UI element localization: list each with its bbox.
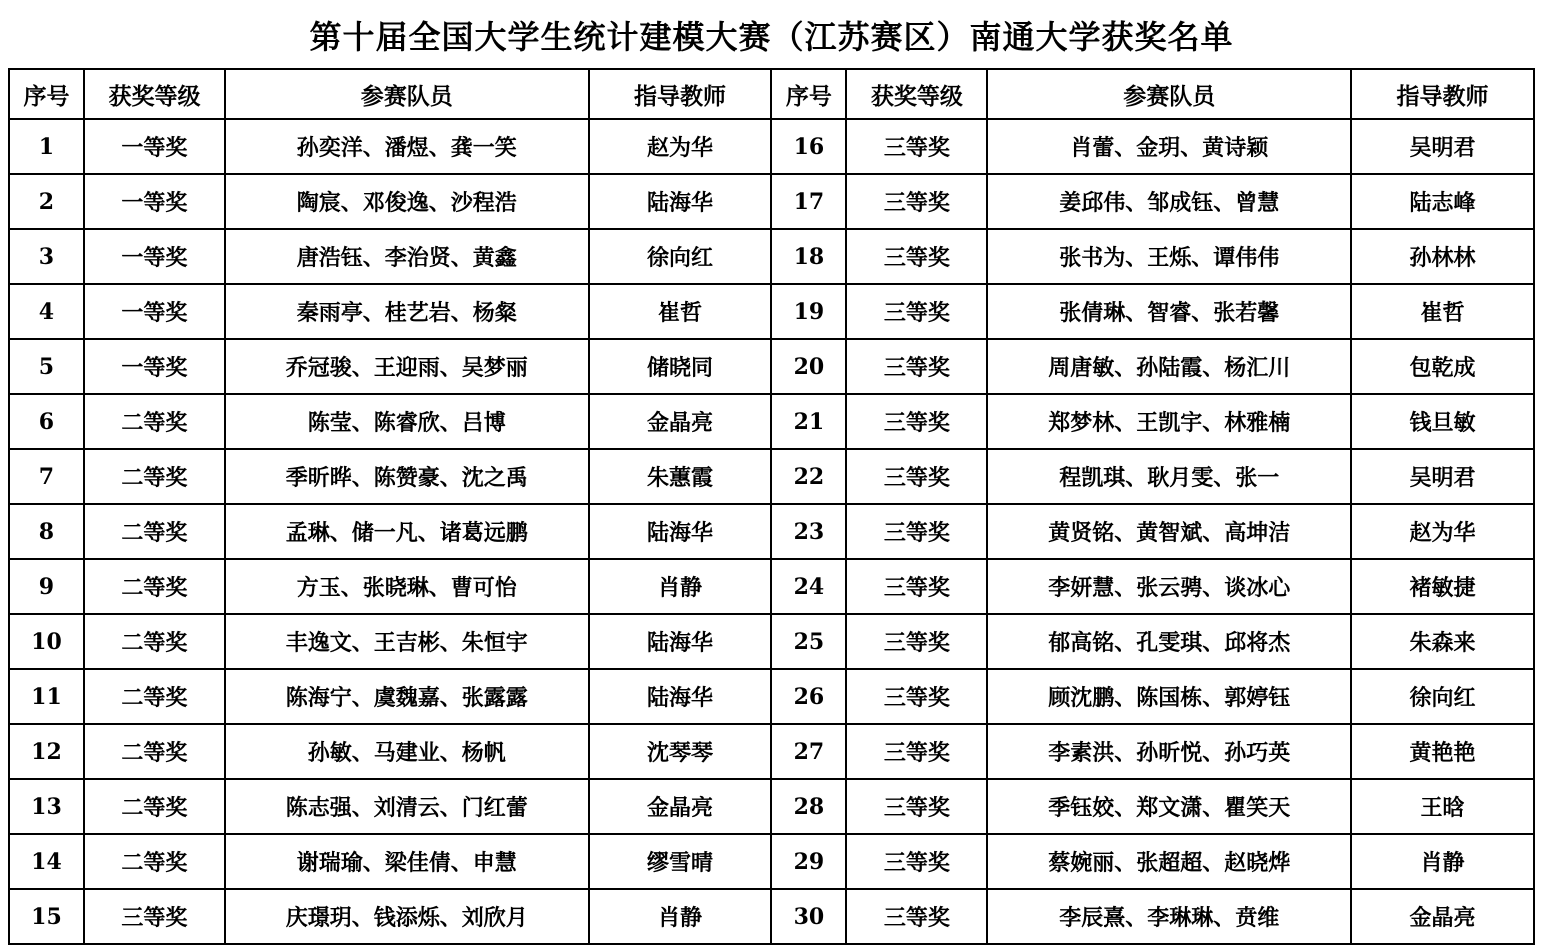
cell-members-left: 孙敏、马建业、杨帆 [225,724,589,779]
table-row [9,559,1534,614]
table-row [9,229,1534,284]
table-row [9,614,1534,669]
cell-teacher-left: 陆海华 [589,504,772,559]
cell-members-left: 唐浩钰、李治贤、黄鑫 [225,229,589,284]
cell-teacher-right: 吴明君 [1351,119,1534,174]
cell-teacher-right: 赵为华 [1351,504,1534,559]
cell-level-left: 二等奖 [84,559,225,614]
cell-level-right: 三等奖 [846,724,987,779]
cell-level-right: 三等奖 [846,394,987,449]
cell-no-right: 23 [771,504,846,559]
cell-level-left: 二等奖 [84,504,225,559]
cell-members-right: 顾沈鹏、陈国栋、郭婷钰 [987,669,1351,724]
cell-level-right: 三等奖 [846,889,987,944]
table-row [9,394,1534,449]
cell-no-left: 14 [9,834,84,889]
cell-members-left: 季昕晔、陈赞豪、沈之禹 [225,449,589,504]
cell-level-right: 三等奖 [846,174,987,229]
cell-level-left: 三等奖 [84,889,225,944]
cell-members-right: 郁高铭、孔雯琪、邱将杰 [987,614,1351,669]
cell-members-right: 李辰熹、李琳琳、贲维 [987,889,1351,944]
cell-teacher-right: 褚敏捷 [1351,559,1534,614]
cell-teacher-left: 徐向红 [589,229,772,284]
cell-teacher-left: 金晶亮 [589,394,772,449]
table-row [9,449,1534,504]
cell-no-right: 19 [771,284,846,339]
cell-teacher-left: 缪雪晴 [589,834,772,889]
cell-level-left: 二等奖 [84,394,225,449]
cell-teacher-right: 孙林林 [1351,229,1534,284]
table-row [9,504,1534,559]
cell-level-right: 三等奖 [846,449,987,504]
cell-teacher-left: 陆海华 [589,174,772,229]
table-row [9,339,1534,394]
award-list-table [8,68,1535,945]
cell-members-left: 陈海宁、虞魏嘉、张露露 [225,669,589,724]
cell-teacher-left: 朱蕙霞 [589,449,772,504]
cell-level-right: 三等奖 [846,669,987,724]
column-header-members-left: 参赛队员 [225,69,589,119]
cell-level-left: 二等奖 [84,669,225,724]
cell-no-right: 17 [771,174,846,229]
cell-members-right: 张书为、王烁、谭伟伟 [987,229,1351,284]
cell-members-left: 孙奕洋、潘煜、龚一笑 [225,119,589,174]
cell-members-right: 黄贤铭、黄智斌、高坤洁 [987,504,1351,559]
column-header-no-left: 序号 [9,69,84,119]
cell-no-left: 1 [9,119,84,174]
table-row [9,834,1534,889]
cell-no-right: 26 [771,669,846,724]
cell-no-right: 27 [771,724,846,779]
cell-no-left: 9 [9,559,84,614]
cell-teacher-right: 王晗 [1351,779,1534,834]
cell-no-right: 16 [771,119,846,174]
cell-teacher-left: 金晶亮 [589,779,772,834]
table-body [9,119,1534,944]
table-header-row [9,69,1534,119]
cell-level-right: 三等奖 [846,504,987,559]
cell-no-right: 22 [771,449,846,504]
cell-members-right: 季钰姣、郑文潇、瞿笑天 [987,779,1351,834]
cell-no-right: 24 [771,559,846,614]
cell-teacher-right: 包乾成 [1351,339,1534,394]
cell-teacher-left: 陆海华 [589,669,772,724]
table-row [9,889,1534,944]
cell-members-right: 郑梦林、王凯宇、林雅楠 [987,394,1351,449]
cell-teacher-right: 金晶亮 [1351,889,1534,944]
cell-level-left: 二等奖 [84,449,225,504]
cell-teacher-right: 陆志峰 [1351,174,1534,229]
cell-members-left: 乔冠骏、王迎雨、吴梦丽 [225,339,589,394]
cell-level-left: 一等奖 [84,229,225,284]
cell-teacher-right: 钱旦敏 [1351,394,1534,449]
column-header-no-right: 序号 [771,69,846,119]
cell-no-right: 30 [771,889,846,944]
cell-no-right: 20 [771,339,846,394]
cell-members-left: 孟琳、储一凡、诸葛远鹏 [225,504,589,559]
column-header-teacher-right: 指导教师 [1351,69,1534,119]
cell-teacher-left: 赵为华 [589,119,772,174]
cell-level-right: 三等奖 [846,559,987,614]
column-header-teacher-left: 指导教师 [589,69,772,119]
cell-no-left: 15 [9,889,84,944]
cell-no-right: 18 [771,229,846,284]
column-header-level-left: 获奖等级 [84,69,225,119]
cell-members-right: 李妍慧、张云骋、谈冰心 [987,559,1351,614]
cell-no-right: 28 [771,779,846,834]
cell-level-left: 二等奖 [84,614,225,669]
cell-members-right: 程凯琪、耿月雯、张一 [987,449,1351,504]
cell-no-left: 5 [9,339,84,394]
table-row [9,779,1534,834]
cell-members-right: 肖蕾、金玥、黄诗颖 [987,119,1351,174]
cell-teacher-right: 黄艳艳 [1351,724,1534,779]
cell-no-left: 2 [9,174,84,229]
cell-no-left: 7 [9,449,84,504]
cell-teacher-left: 储晓同 [589,339,772,394]
cell-level-left: 二等奖 [84,724,225,779]
cell-level-left: 二等奖 [84,779,225,834]
cell-members-left: 陈志强、刘清云、门红蕾 [225,779,589,834]
cell-no-left: 10 [9,614,84,669]
cell-members-left: 丰逸文、王吉彬、朱恒宇 [225,614,589,669]
cell-level-right: 三等奖 [846,779,987,834]
cell-no-left: 12 [9,724,84,779]
cell-members-left: 方玉、张晓琳、曹可怡 [225,559,589,614]
cell-no-left: 4 [9,284,84,339]
cell-teacher-right: 肖静 [1351,834,1534,889]
cell-members-left: 陈莹、陈睿欣、吕博 [225,394,589,449]
cell-members-right: 姜邱伟、邹成钰、曾慧 [987,174,1351,229]
cell-members-left: 秦雨亭、桂艺岩、杨粲 [225,284,589,339]
cell-no-right: 21 [771,394,846,449]
cell-members-left: 庆璟玥、钱添烁、刘欣月 [225,889,589,944]
page-title: 第十届全国大学生统计建模大赛（江苏赛区）南通大学获奖名单 [309,18,1234,56]
cell-level-right: 三等奖 [846,119,987,174]
cell-members-left: 陶宸、邓俊逸、沙程浩 [225,174,589,229]
cell-level-left: 一等奖 [84,339,225,394]
cell-members-left: 谢瑞瑜、梁佳倩、申慧 [225,834,589,889]
cell-level-left: 二等奖 [84,834,225,889]
cell-teacher-right: 崔哲 [1351,284,1534,339]
cell-teacher-left: 崔哲 [589,284,772,339]
cell-no-left: 13 [9,779,84,834]
cell-no-left: 3 [9,229,84,284]
table-row [9,119,1534,174]
cell-teacher-right: 徐向红 [1351,669,1534,724]
cell-level-left: 一等奖 [84,174,225,229]
cell-no-left: 8 [9,504,84,559]
cell-teacher-left: 沈琴琴 [589,724,772,779]
cell-level-left: 一等奖 [84,119,225,174]
cell-no-right: 29 [771,834,846,889]
cell-teacher-left: 肖静 [589,889,772,944]
table-row [9,174,1534,229]
cell-members-right: 张倩琳、智睿、张若馨 [987,284,1351,339]
cell-teacher-left: 陆海华 [589,614,772,669]
cell-level-right: 三等奖 [846,614,987,669]
cell-level-right: 三等奖 [846,229,987,284]
cell-no-right: 25 [771,614,846,669]
table-row [9,724,1534,779]
cell-teacher-right: 吴明君 [1351,449,1534,504]
table-row [9,284,1534,339]
cell-members-right: 蔡婉丽、张超超、赵晓烨 [987,834,1351,889]
cell-members-right: 周唐敏、孙陆霞、杨汇川 [987,339,1351,394]
cell-teacher-right: 朱森来 [1351,614,1534,669]
cell-level-right: 三等奖 [846,834,987,889]
column-header-members-right: 参赛队员 [987,69,1351,119]
cell-level-left: 一等奖 [84,284,225,339]
cell-members-right: 李素洪、孙昕悦、孙巧英 [987,724,1351,779]
cell-no-left: 11 [9,669,84,724]
table-row [9,669,1534,724]
column-header-level-right: 获奖等级 [846,69,987,119]
cell-teacher-left: 肖静 [589,559,772,614]
table-header [9,69,1534,119]
cell-level-right: 三等奖 [846,339,987,394]
cell-no-left: 6 [9,394,84,449]
cell-level-right: 三等奖 [846,284,987,339]
